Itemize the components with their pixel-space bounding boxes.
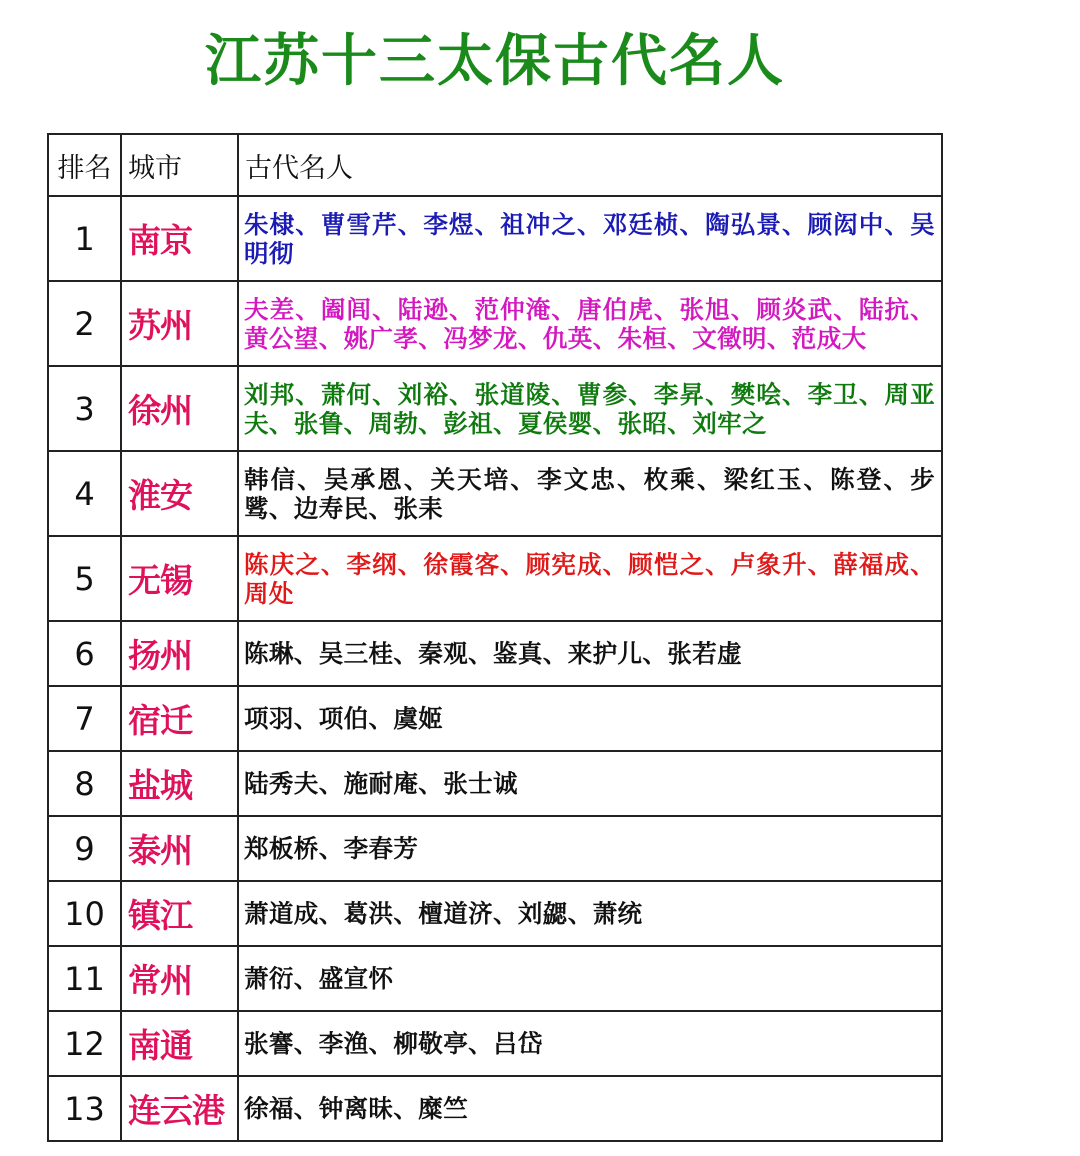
people-cell: 朱棣、曹雪芹、李煜、祖冲之、邓廷桢、陶弘景、顾闳中、吴明彻 xyxy=(238,196,942,281)
people-cell: 陈琳、吴三桂、秦观、鉴真、来护儿、张若虚 xyxy=(238,621,942,686)
people-cell: 陆秀夫、施耐庵、张士诚 xyxy=(238,751,942,816)
table-row xyxy=(48,946,942,1011)
city-cell: 扬州 xyxy=(121,621,238,686)
rank-cell: 5 xyxy=(48,536,121,621)
rank-cell: 4 xyxy=(48,451,121,536)
city-cell: 连云港 xyxy=(121,1076,238,1141)
city-cell: 淮安 xyxy=(121,451,238,536)
table-row xyxy=(48,281,942,366)
rank-cell: 1 xyxy=(48,196,121,281)
celebrities-table xyxy=(47,133,943,1142)
rank-cell: 10 xyxy=(48,881,121,946)
page-title: 江苏十三太保古代名人 xyxy=(205,29,785,94)
city-cell: 镇江 xyxy=(121,881,238,946)
table-row xyxy=(48,816,942,881)
city-cell: 南京 xyxy=(121,196,238,281)
table-row xyxy=(48,686,942,751)
rank-cell: 13 xyxy=(48,1076,121,1141)
city-cell: 苏州 xyxy=(121,281,238,366)
city-cell: 南通 xyxy=(121,1011,238,1076)
table-row xyxy=(48,621,942,686)
table-row xyxy=(48,196,942,281)
rank-cell: 12 xyxy=(48,1011,121,1076)
people-cell: 陈庆之、李纲、徐霞客、顾宪成、顾恺之、卢象升、薛福成、周处 xyxy=(238,536,942,621)
people-cell: 萧衍、盛宣怀 xyxy=(238,946,942,1011)
rank-cell: 6 xyxy=(48,621,121,686)
header-rank: 排名 xyxy=(48,134,121,196)
people-cell: 韩信、吴承恩、关天培、李文忠、枚乘、梁红玉、陈登、步骘、边寿民、张耒 xyxy=(238,451,942,536)
table-row xyxy=(48,751,942,816)
city-cell: 泰州 xyxy=(121,816,238,881)
city-cell: 盐城 xyxy=(121,751,238,816)
rank-cell: 11 xyxy=(48,946,121,1011)
people-cell: 项羽、项伯、虞姬 xyxy=(238,686,942,751)
people-cell: 徐福、钟离昧、糜竺 xyxy=(238,1076,942,1141)
people-cell: 夫差、阖闾、陆逊、范仲淹、唐伯虎、张旭、顾炎武、陆抗、黄公望、姚广孝、冯梦龙、仇英、朱桓、文徵明、范成大 xyxy=(238,281,942,366)
header-people: 古代名人 xyxy=(238,134,942,196)
people-cell: 郑板桥、李春芳 xyxy=(238,816,942,881)
table-row xyxy=(48,1011,942,1076)
people-cell: 刘邦、萧何、刘裕、张道陵、曹参、李昇、樊哙、李卫、周亚夫、张鲁、周勃、彭祖、夏侯婴、张昭、刘牢之 xyxy=(238,366,942,451)
city-cell: 常州 xyxy=(121,946,238,1011)
table-header-row xyxy=(48,134,942,196)
rank-cell: 2 xyxy=(48,281,121,366)
table-row xyxy=(48,451,942,536)
table-row xyxy=(48,536,942,621)
rank-cell: 9 xyxy=(48,816,121,881)
people-cell: 萧道成、葛洪、檀道济、刘勰、萧统 xyxy=(238,881,942,946)
table-row xyxy=(48,366,942,451)
people-cell: 张謇、李渔、柳敬亭、吕岱 xyxy=(238,1011,942,1076)
header-city: 城市 xyxy=(121,134,238,196)
rank-cell: 8 xyxy=(48,751,121,816)
city-cell: 宿迁 xyxy=(121,686,238,751)
rank-cell: 7 xyxy=(48,686,121,751)
city-cell: 无锡 xyxy=(121,536,238,621)
table-row xyxy=(48,881,942,946)
rank-cell: 3 xyxy=(48,366,121,451)
table-row xyxy=(48,1076,942,1141)
city-cell: 徐州 xyxy=(121,366,238,451)
